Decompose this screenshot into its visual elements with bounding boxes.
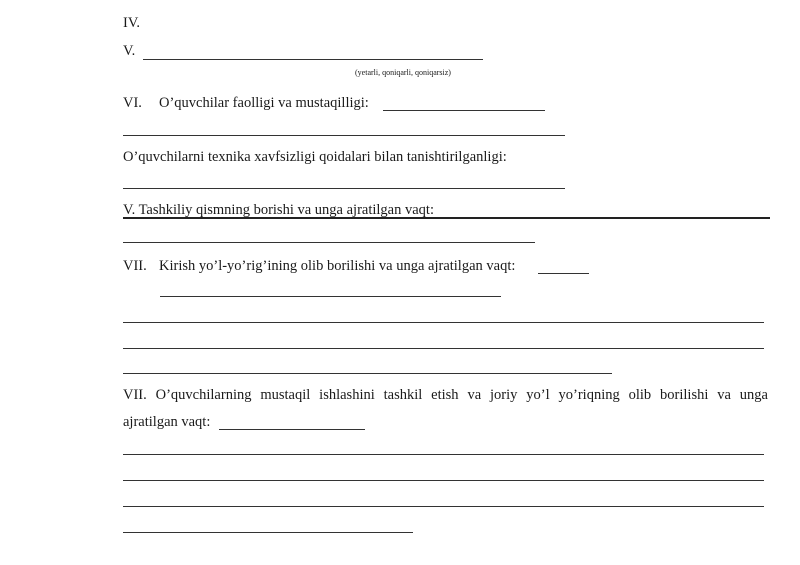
section-vi-answer-line[interactable]: [383, 110, 545, 111]
organizational-part-answer-line[interactable]: [123, 242, 535, 243]
section-vii-answer-line-4[interactable]: [123, 373, 612, 374]
section-vii-number: VII.: [123, 258, 147, 274]
section-vii-time-line[interactable]: [538, 273, 589, 274]
independent-work-answer-line-2[interactable]: [123, 480, 764, 481]
independent-work-time-line[interactable]: [219, 429, 365, 430]
safety-answer-line[interactable]: [123, 188, 565, 189]
section-vii-answer-line-3[interactable]: [123, 348, 764, 349]
section-vi-text: O’quvchilar faolligi va mustaqilligi:: [159, 95, 369, 111]
section-iv-label: IV.: [123, 15, 141, 31]
section-v-answer-line[interactable]: [143, 59, 483, 60]
section-v-hint: (yetarli, qoniqarli, qoniqarsiz): [355, 68, 451, 77]
section-vii-text: Kirish yo’l-yo’rig’ining olib borilishi va unga ajratilgan vaqt:: [159, 258, 516, 274]
independent-work-answer-line-4[interactable]: [123, 532, 413, 533]
section-vi-answer-line-2[interactable]: [123, 135, 565, 136]
section-v-label: V.: [123, 43, 136, 59]
independent-work-answer-line-3[interactable]: [123, 506, 764, 507]
section-vii-answer-line-1[interactable]: [160, 296, 501, 297]
organizational-part-underline: [123, 217, 770, 219]
independent-work-answer-line-1[interactable]: [123, 454, 764, 455]
section-vii-answer-line-2[interactable]: [123, 322, 764, 323]
safety-text: O’quvchilarni texnika xavfsizligi qoidalari bilan tanishtirilganligi:: [123, 149, 507, 165]
independent-work-text-line-1: VII. O’quvchilarning mustaqil ishlashini tashkil etish va joriy yo’l yo’riqning olib borilishi va unga: [123, 387, 768, 403]
organizational-part-text: V. Tashkiliy qismning borishi va unga ajratilgan vaqt:: [123, 202, 434, 218]
section-vi-number: VI.: [123, 95, 142, 111]
independent-work-text-line-2: ajratilgan vaqt:: [123, 414, 211, 430]
